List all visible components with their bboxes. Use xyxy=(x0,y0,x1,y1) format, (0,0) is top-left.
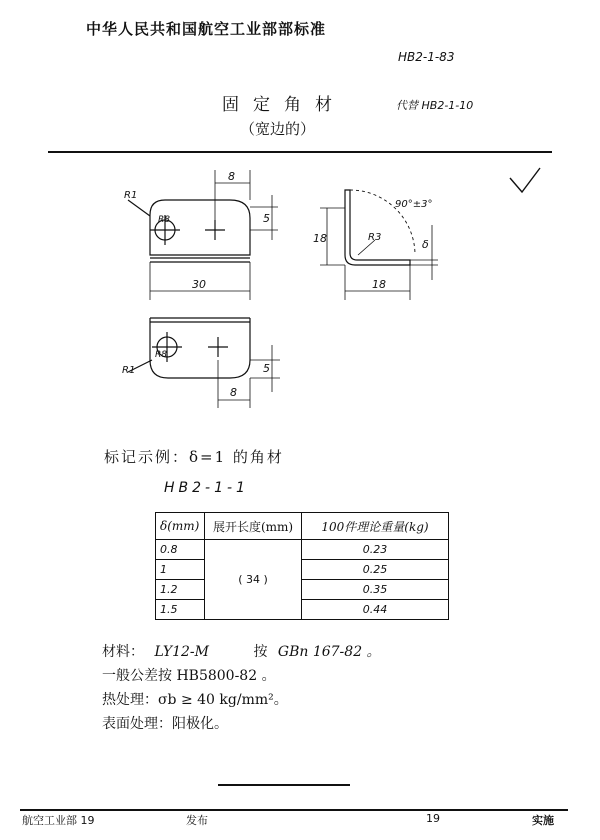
surface-finish-icon xyxy=(510,168,540,192)
front-radius-inner: R8 xyxy=(158,215,170,225)
footer-effective: 实施 xyxy=(532,814,554,827)
table-row xyxy=(156,560,449,580)
side-height: 18 xyxy=(313,232,327,245)
front-radius-outer: R1 xyxy=(124,190,138,201)
table-row xyxy=(156,540,449,560)
footer-issuer: 航空工业部 19 xyxy=(22,814,95,827)
standard-number: HB2-1-83 xyxy=(398,50,455,64)
material-value: LY12-M xyxy=(154,644,209,660)
replaces-standard: 代替 HB2-1-10 xyxy=(396,99,474,112)
note-tolerance: 一般公差按 HB5800-82 。 xyxy=(102,668,276,684)
marking-example: 标记示例：δ=1 的角材 xyxy=(104,448,284,466)
side-radius: R3 xyxy=(368,232,382,243)
spec-table xyxy=(155,512,449,620)
front-dim-right: 5 xyxy=(263,212,270,225)
cell-thickness: 0.8 xyxy=(156,540,205,560)
bottom-radius-outer: R1 xyxy=(122,365,136,376)
end-rule xyxy=(218,784,350,786)
table-row xyxy=(156,600,449,620)
note-surface-treatment: 表面处理：阳极化。 xyxy=(102,716,228,732)
footer-divider xyxy=(20,809,568,811)
table-header-row xyxy=(156,513,449,540)
material-std: GBn 167-82 。 xyxy=(277,644,381,660)
bottom-dim-bottom: 8 xyxy=(230,386,237,399)
table-row xyxy=(156,580,449,600)
cell-developed-length: ( 34 ) xyxy=(205,540,302,620)
notes-block xyxy=(102,640,387,736)
cell-weight: 0.25 xyxy=(302,560,449,580)
material-std-label: 按 xyxy=(253,644,268,660)
part-title: 固定角材 xyxy=(222,95,346,115)
note-material xyxy=(102,640,387,664)
front-dim-bottom: 30 xyxy=(192,278,206,291)
header-weight: 100件理论重量(kg) xyxy=(302,513,449,540)
header-developed-length: 展开长度(mm) xyxy=(205,513,302,540)
bottom-radius-inner: R8 xyxy=(155,350,167,360)
cell-thickness: 1.5 xyxy=(156,600,205,620)
cell-thickness: 1.2 xyxy=(156,580,205,600)
note-heat-treatment: 热处理：σb ≥ 40 kg/mm²。 xyxy=(102,692,288,708)
cell-thickness: 1 xyxy=(156,560,205,580)
side-angle: 90°±3° xyxy=(395,199,433,210)
cell-weight: 0.35 xyxy=(302,580,449,600)
material-label: 材料： xyxy=(102,644,144,660)
bottom-dim-right: 5 xyxy=(263,362,270,375)
marking-code: HB2-1-1 xyxy=(164,480,249,496)
cell-weight: 0.23 xyxy=(302,540,449,560)
part-subtitle: （宽边的） xyxy=(240,120,316,138)
side-width: 18 xyxy=(372,278,386,291)
front-dim-top: 8 xyxy=(228,170,235,183)
footer-page-number: 19 xyxy=(426,812,440,825)
organization-title: 中华人民共和国航空工业部部标准 xyxy=(86,20,327,38)
footer-issued: 发布 xyxy=(186,814,208,827)
bottom-view-outline xyxy=(150,318,250,378)
cell-weight: 0.44 xyxy=(302,600,449,620)
header-thickness: δ(mm) xyxy=(156,513,205,540)
leader-r1 xyxy=(128,200,150,216)
side-thickness: δ xyxy=(422,238,429,251)
